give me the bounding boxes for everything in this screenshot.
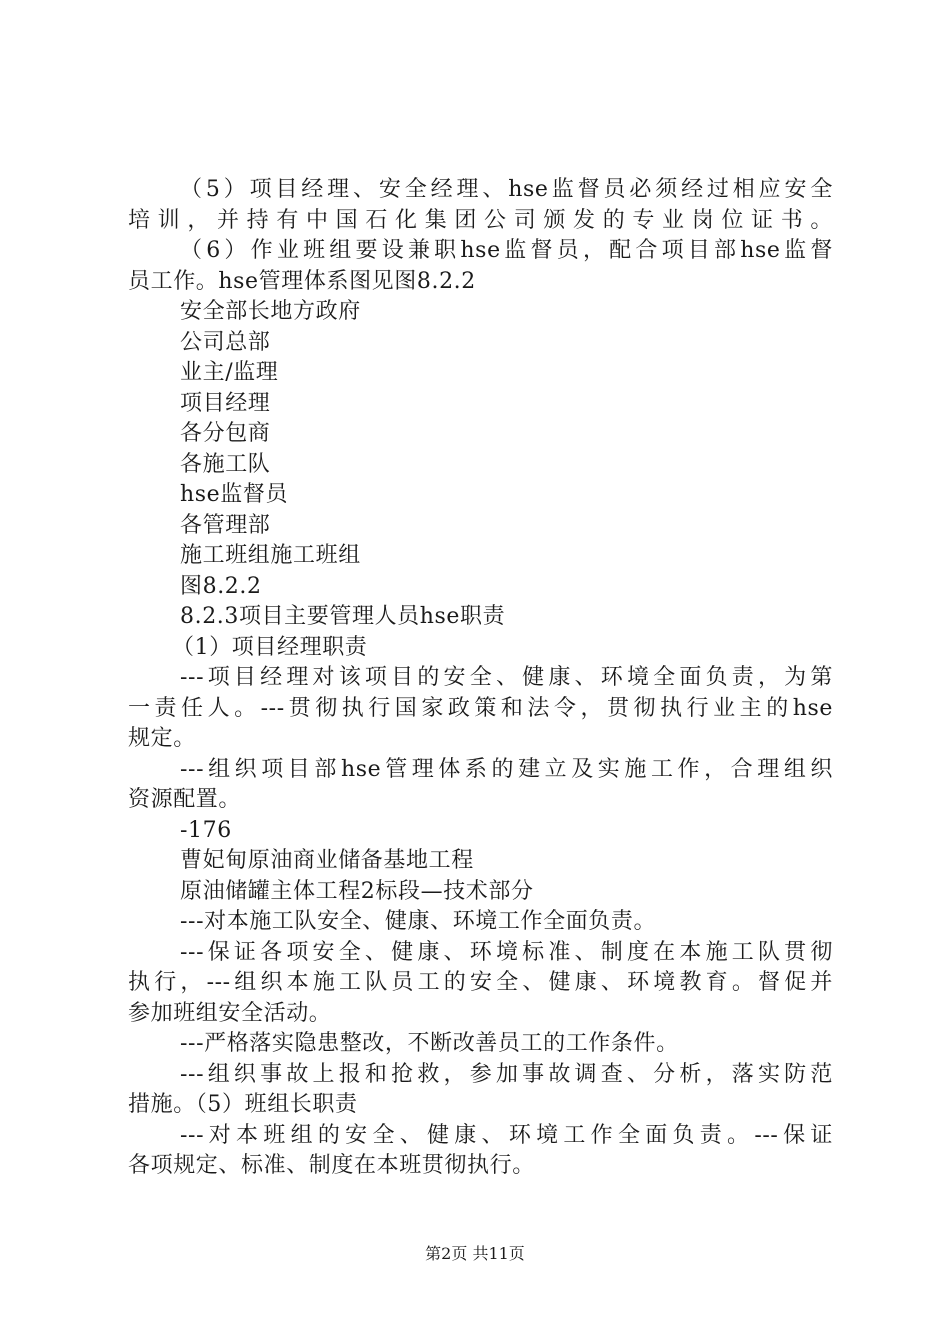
project-title-line: 曹妃甸原油商业储备基地工程 bbox=[180, 848, 474, 873]
paragraph-line: 规定。 bbox=[128, 726, 196, 751]
paragraph-line: 资源配置。 bbox=[128, 787, 242, 812]
paragraph-line: ---严格落实隐患整改，不断改善员工的工作条件。 bbox=[180, 1031, 679, 1056]
diagram-node-line: 各施工队 bbox=[180, 451, 271, 477]
paragraph-line: 员工作。hse管理体系图见图8.2.2 bbox=[128, 268, 476, 294]
paragraph-line: ---组织事故上报和抢救，参加事故调查、分析，落实防范 bbox=[180, 1061, 833, 1087]
page-footer: 第2页 共11页 bbox=[425, 1244, 525, 1263]
section-heading: 8.2.3项目主要管理人员hse职责 bbox=[180, 604, 506, 629]
page-number-line: -176 bbox=[180, 817, 232, 843]
figure-caption: 图8.2.2 bbox=[180, 573, 262, 599]
diagram-node-line: 项目经理 bbox=[180, 390, 271, 416]
project-subtitle-line: 原油储罐主体工程2标段—技术部分 bbox=[180, 878, 534, 904]
diagram-node-line: 施工班组施工班组 bbox=[180, 543, 361, 568]
paragraph-line: 各项规定、标准、制度在本班贯彻执行。 bbox=[128, 1153, 535, 1178]
paragraph-line: 执行，---组织本施工队员工的安全、健康、环境教育。督促并 bbox=[128, 970, 833, 995]
document-body bbox=[128, 175, 833, 1182]
diagram-node-line: 安全部长地方政府 bbox=[180, 299, 361, 324]
paragraph-line: （6）作业班组要设兼职hse监督员，配合项目部hse监督 bbox=[180, 238, 833, 263]
diagram-node-line: 公司总部 bbox=[180, 329, 271, 355]
paragraph-line: 参加班组安全活动。 bbox=[128, 1000, 332, 1026]
diagram-node-line: 各管理部 bbox=[180, 512, 271, 538]
paragraph-line: 一责任人。---贯彻执行国家政策和法令，贯彻执行业主的hse bbox=[128, 695, 833, 721]
paragraph-line: 措施。（5）班组长职责 bbox=[128, 1092, 358, 1117]
subsection-heading: （1）项目经理职责 bbox=[172, 634, 368, 660]
diagram-node-line: hse监督员 bbox=[180, 482, 289, 507]
paragraph-line: ---组织项目部hse管理体系的建立及实施工作，合理组织 bbox=[180, 756, 833, 782]
paragraph-line: 培训，并持有中国石化集团公司颁发的专业岗位证书。 bbox=[128, 207, 833, 233]
diagram-node-line: 各分包商 bbox=[180, 421, 271, 446]
paragraph-line: （5）项目经理、安全经理、hse监督员必须经过相应安全 bbox=[180, 177, 833, 202]
paragraph-line: ---对本施工队安全、健康、环境工作全面负责。 bbox=[180, 909, 657, 934]
paragraph-line: ---保证各项安全、健康、环境标准、制度在本施工队贯彻 bbox=[180, 939, 833, 965]
paragraph-line: ---项目经理对该项目的安全、健康、环境全面负责，为第 bbox=[180, 665, 833, 690]
diagram-node-line: 业主/监理 bbox=[180, 360, 279, 385]
paragraph-line: ---对本班组的安全、健康、环境工作全面负责。---保证 bbox=[180, 1122, 833, 1148]
